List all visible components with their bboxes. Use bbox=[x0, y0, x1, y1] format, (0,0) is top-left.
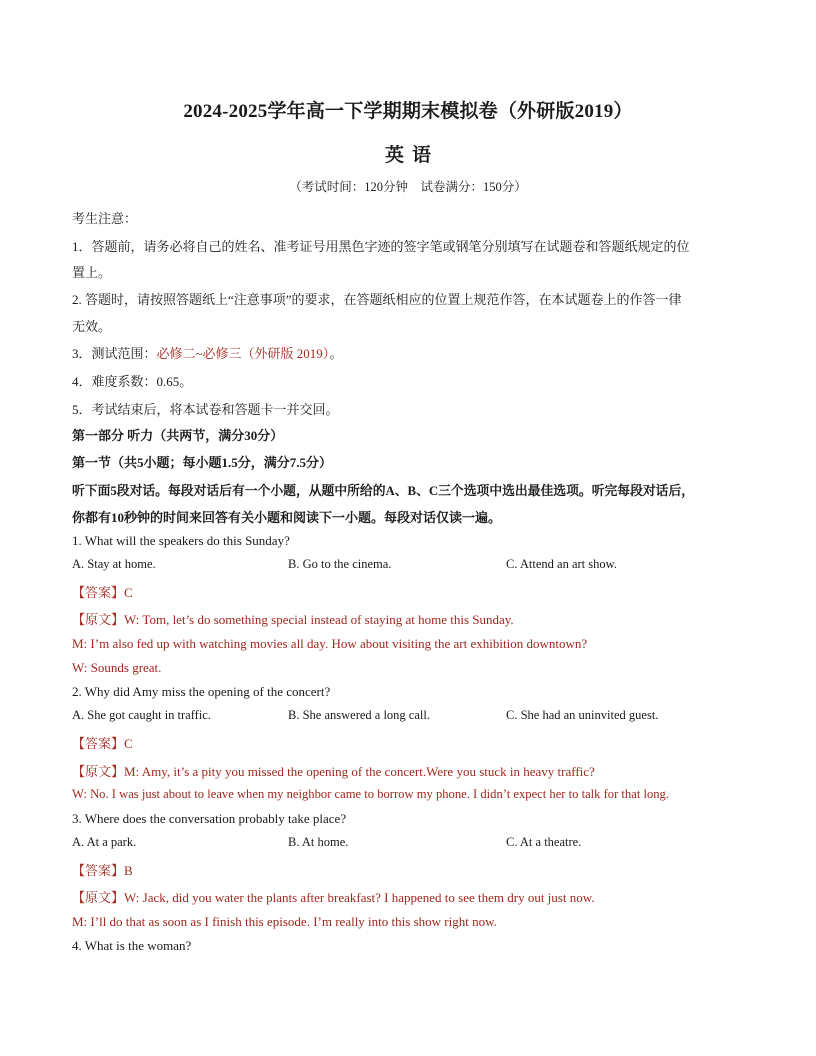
question-1-answer bbox=[72, 582, 133, 601]
question-2-script-line-1 bbox=[72, 761, 595, 780]
question-3: 3. Where does the conversation probably take place? bbox=[72, 811, 347, 826]
script-label: 【原文】 bbox=[72, 764, 125, 779]
notice-item-1-line-1: 1．答题前，请务必将自己的姓名、准考证号用黑色字迹的签字笔或钢笔分别填写在试题卷和答题纸规定的位 bbox=[72, 239, 690, 254]
question-3-answer bbox=[72, 860, 133, 879]
question-2-option-a: A. She got caught in traffic. bbox=[72, 708, 211, 722]
question-2-option-c: C. She had an uninvited guest. bbox=[506, 708, 659, 722]
question-3-script-line-1 bbox=[72, 887, 595, 906]
question-4: 4. What is the woman? bbox=[72, 938, 192, 953]
question-1-script-line-2: M: I’m also fed up with watching movies all day. How about visiting the art exhibition downtown? bbox=[72, 636, 588, 651]
question-3-option-c: C. At a theatre. bbox=[506, 835, 582, 849]
notice-item-2-line-1: 2. 答题时，请按照答题纸上“注意事项”的要求，在答题纸相应的位置上规范作答，在本试题卷上的作答一律 bbox=[72, 292, 682, 307]
answer-label: 【答案】 bbox=[72, 736, 125, 751]
script-text: M: Amy, it’s a pity you missed the opening of the concert.Were you stuck in heavy traffic? bbox=[124, 764, 595, 779]
part-1-heading: 第一部分 听力（共两节，满分30分） bbox=[72, 428, 284, 443]
notice-item-3 bbox=[72, 343, 342, 362]
question-2-script-line-2: W: No. I was just about to leave when my neighbor came to borrow my phone. I didn’t expect her to talk for that long. bbox=[72, 787, 670, 801]
notice-item-4: 4．难度系数：0.65。 bbox=[72, 374, 193, 389]
instructions-line-1: 听下面5段对话。每段对话后有一个小题，从题中所给的A、B、C三个选项中选出最佳选项。听完每段对话后， bbox=[72, 484, 695, 498]
script-label: 【原文】 bbox=[72, 612, 125, 627]
question-2-option-b: B. She answered a long call. bbox=[288, 708, 430, 722]
question-1-option-b: B. Go to the cinema. bbox=[288, 557, 392, 571]
question-1-option-c: C. Attend an art show. bbox=[506, 557, 617, 571]
notice-item-3-range: 必修二~必修三（外研版 2019） bbox=[156, 346, 330, 361]
answer-label: 【答案】 bbox=[72, 585, 125, 600]
answer-value: B bbox=[124, 863, 133, 878]
question-1-script-line-1 bbox=[72, 609, 514, 628]
question-1-option-a: A. Stay at home. bbox=[72, 557, 156, 571]
script-label: 【原文】 bbox=[72, 890, 125, 905]
exam-title: 2024-2025学年高一下学期期末模拟卷（外研版2019） bbox=[183, 101, 633, 122]
answer-value: C bbox=[124, 736, 133, 751]
script-text: W: Tom, let’s do something special instead of staying at home this Sunday. bbox=[124, 612, 514, 627]
answer-label: 【答案】 bbox=[72, 863, 125, 878]
question-3-option-b: B. At home. bbox=[288, 835, 349, 849]
question-2: 2. Why did Amy miss the opening of the concert? bbox=[72, 684, 331, 699]
notice-item-3-prefix: 3．测试范围： bbox=[72, 346, 157, 361]
question-1: 1. What will the speakers do this Sunday? bbox=[72, 533, 290, 548]
question-3-script-line-2: M: I’ll do that as soon as I finish this episode. I’m really into this show right now. bbox=[72, 914, 497, 929]
section-1-heading: 第一节（共5小题；每小题1.5分，满分7.5分） bbox=[72, 455, 333, 470]
notice-item-5: 5．考试结束后，将本试卷和答题卡一并交回。 bbox=[72, 402, 339, 417]
notice-item-3-suffix: 。 bbox=[329, 346, 343, 361]
notice-item-1-line-2: 置上。 bbox=[72, 265, 112, 280]
question-2-answer bbox=[72, 733, 133, 752]
subject-char-2: 语 bbox=[412, 145, 432, 166]
exam-info: （考试时间：120分钟 试卷满分：150分） bbox=[289, 180, 527, 194]
answer-value: C bbox=[124, 585, 133, 600]
instructions-line-2: 你都有10秒钟的时间来回答有关小题和阅读下一小题。每段对话仅读一遍。 bbox=[72, 510, 502, 525]
question-3-option-a: A. At a park. bbox=[72, 835, 137, 849]
notice-heading: 考生注意： bbox=[72, 211, 138, 226]
question-1-script-line-3: W: Sounds great. bbox=[72, 660, 162, 675]
script-text: W: Jack, did you water the plants after breakfast? I happened to see them dry out just now. bbox=[124, 890, 595, 905]
notice-item-2-line-2: 无效。 bbox=[72, 319, 112, 334]
subject-title bbox=[0, 140, 816, 167]
subject-char-1: 英 bbox=[384, 145, 404, 166]
